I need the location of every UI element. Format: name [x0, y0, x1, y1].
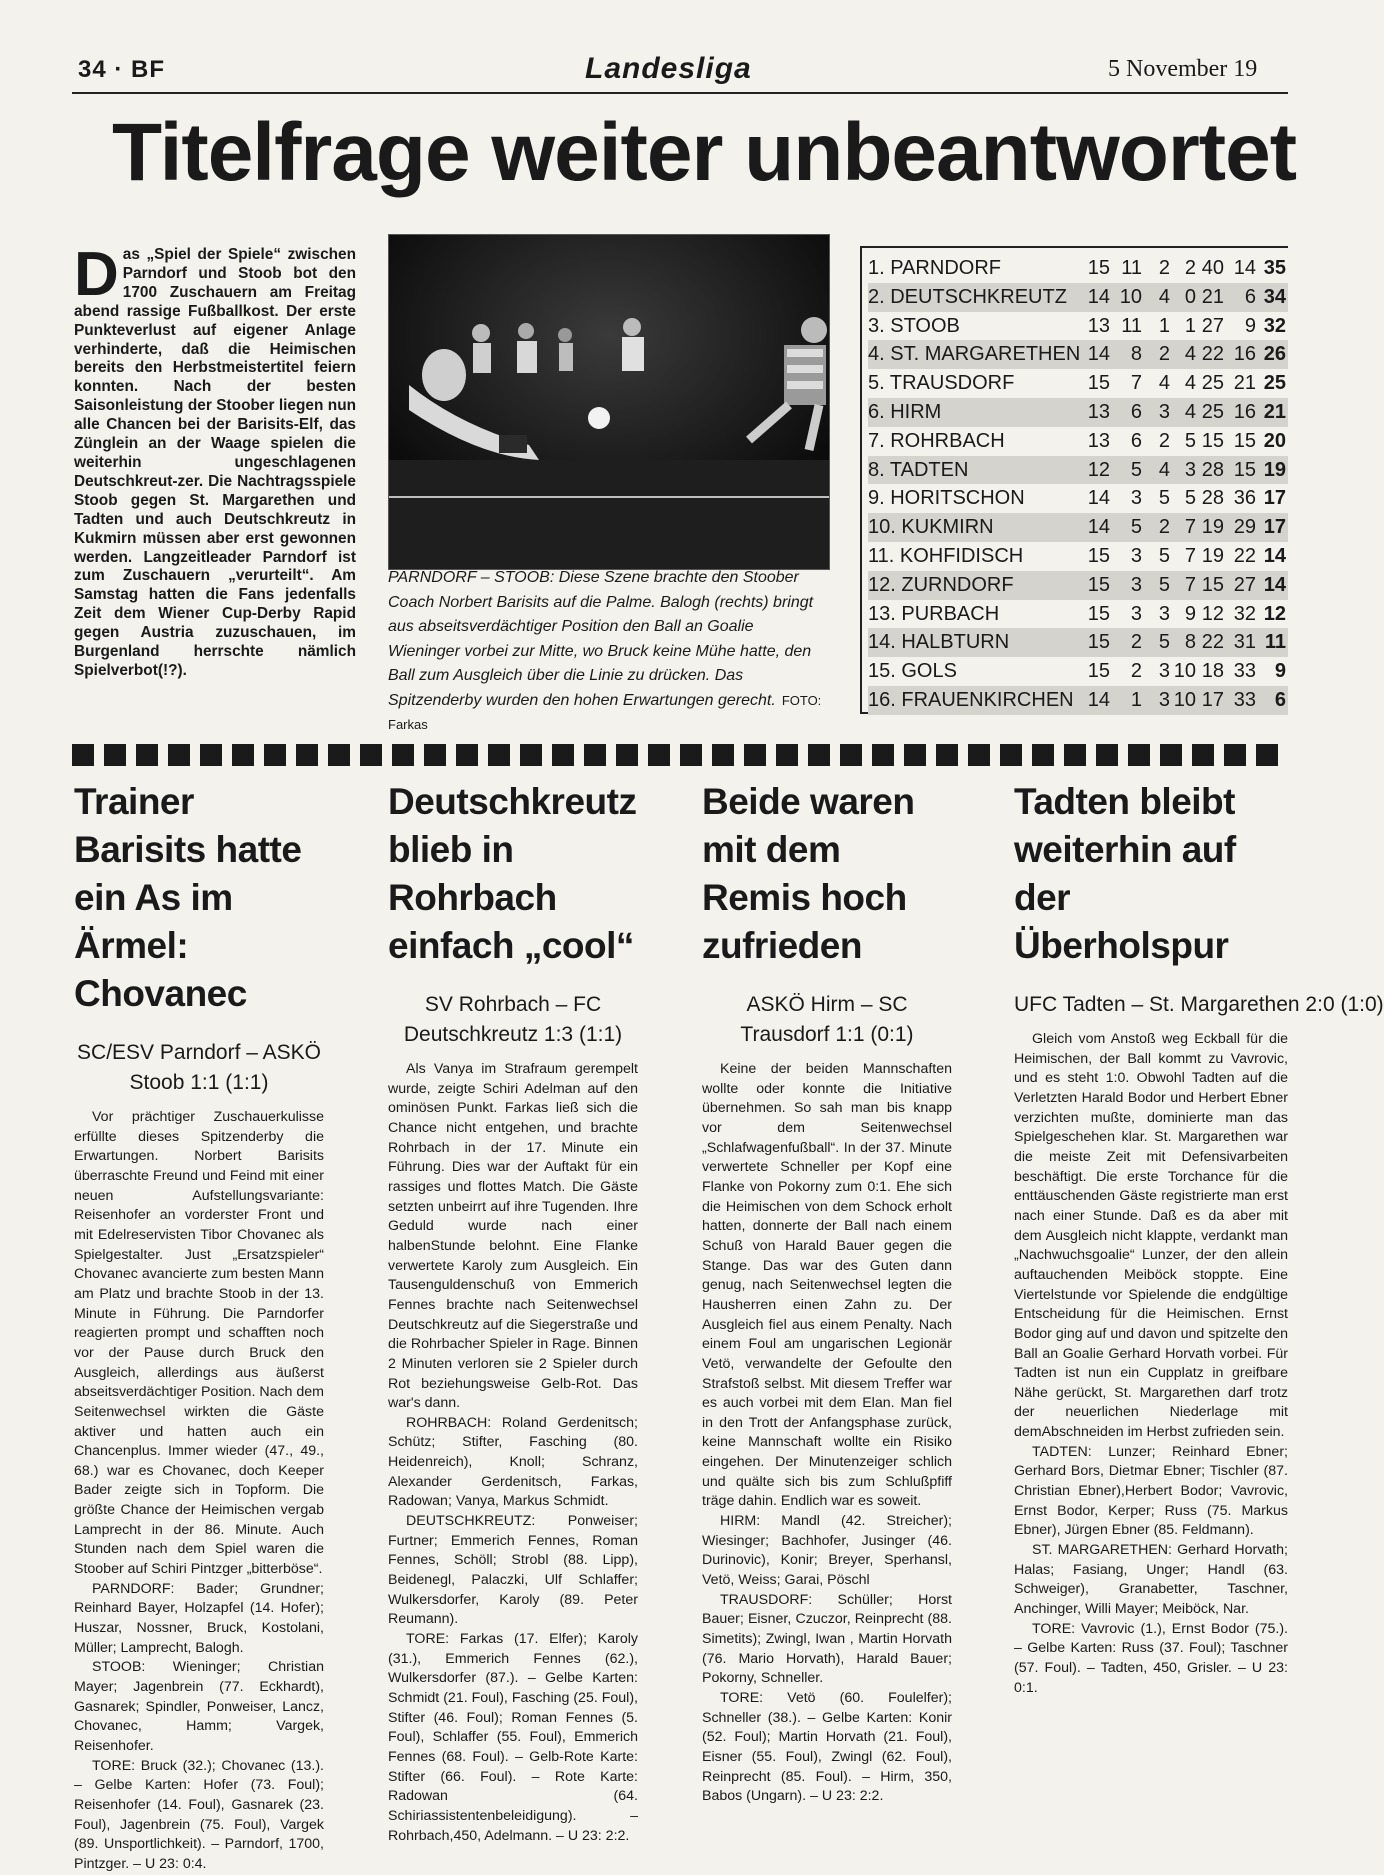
table-cell-d: 5 [1158, 573, 1170, 596]
table-cell-d: 1 [1158, 314, 1170, 337]
table-cell-ga: 21 [1233, 372, 1256, 395]
table-cell-p: 14 [1087, 285, 1110, 308]
article-headline: Beide waren mit dem Remis hoch zufrieden [702, 781, 915, 966]
lineup-home: TADTEN: Lunzer; Reinhard Ebner; Gerhard Bors, Dietmar Ebner; Tischler (87. Christian Ebner),Herbert Bodor; Vavrovic, Ernst Bodor, Kerper; Russ (75. Markus Ebner), Jürgen Ebner (85. Feldmann). [1014, 1443, 1288, 1539]
table-cell-l: 4 [1184, 372, 1196, 395]
table-cell-ga: 16 [1233, 401, 1256, 423]
article-hirm-trausdorf [702, 778, 952, 1807]
table-cell-team: 6. HIRM [868, 401, 942, 423]
divider-square [1064, 744, 1086, 766]
match-result: UFC Tadten – St. Margarethen 2:0 (1:0) [1014, 993, 1384, 1016]
divider-square [104, 744, 126, 766]
article-paragraph: Keine der beiden Mannschaften wollte oder konnte die Initiative übernehmen. So sah man bis knapp vor dem Seitenwechsel „Schlafwagenfußball“. In der 37. Minute verwertete Schneller per Kopf eine Flanke von Pokorny zum 0:1. Ehe sich die Heimischen von dem Schock erholt hatten, donnerte der Ball nach einem Schuß von Harald Bauer gegen die Stange. Das war des Guten dann genug, nach Seitenwechsel legten die Hausherren einen Zahn zu. Der Ausgleich fiel aus einem Penalty. Nach einem Foul am ungarischen Legionär Vetö, verwandelte der Gefoulte den Strafstoß selbst. Mit diesem Treffer war es auch vorbei mit dem Elan. Man fiel in den Trott der Anfangsphase zurück, keine Mannschaft wollte ein Risiko eingehen. Der Minutenzeiger schlich und quälte sich bis zum Schlußpfiff träge dahin. Endlich war es soweit. [702, 1061, 952, 1510]
table-row [868, 657, 1288, 686]
table-cell-gf: 22 [1201, 631, 1224, 654]
table-cell-p: 15 [1087, 602, 1110, 625]
photo-credit: FOTO: Farkas [388, 692, 822, 732]
goals-cards: TORE: Vetö (60. Foulelfer); Schneller (38.). – Gelbe Karten: Konir (52. Foul); Martin Horvath (21. Foul), Eisner (55. Foul), Zwingl (62. Foul), Reinprecht (85. Foul). – Hirm, 350, Babos (Ungarn). – U 23: 2:2. [702, 1690, 952, 1805]
table-cell-team: 11. KOHFIDISCH [868, 545, 1024, 567]
table-cell-pts: 12 [1263, 602, 1286, 625]
table-cell-p: 12 [1087, 458, 1110, 481]
table-cell-gf: 28 [1201, 487, 1224, 510]
table-cell-l: 7 [1184, 516, 1196, 539]
table-cell-d: 5 [1158, 631, 1170, 654]
divider-square [936, 744, 958, 766]
table-cell-d: 2 [1158, 257, 1170, 279]
table-cell-ga: 15 [1233, 429, 1256, 452]
divider-square [904, 744, 926, 766]
table-cell-ga: 32 [1233, 602, 1256, 625]
divider-square [584, 744, 606, 766]
table-cell-pts: 19 [1263, 458, 1286, 481]
table-row [868, 686, 1288, 715]
divider-square [456, 744, 478, 766]
table-cell-p: 15 [1087, 573, 1110, 596]
table-cell-ga: 27 [1233, 573, 1256, 596]
divider-square [1032, 744, 1054, 766]
table-cell-p: 13 [1087, 314, 1110, 337]
divider-square [296, 744, 318, 766]
divider-square [1160, 744, 1182, 766]
article-body [74, 1108, 324, 1875]
table-cell-team: 7. ROHRBACH [868, 429, 1005, 452]
table-cell-w: 11 [1121, 314, 1142, 337]
divider-square [1224, 744, 1246, 766]
divider-square [488, 744, 510, 766]
table-cell-team: 16. FRAUENKIRCHEN [868, 689, 1074, 711]
table-cell-pts: 26 [1263, 343, 1286, 366]
goals-cards: TORE: Farkas (17. Elfer); Karoly (31.), Emmerich Fennes (62.), Wulkersdorfer (87.). – Gelbe Karten: Schmidt (21. Foul), Fasching (25. Foul), Stifter (46. Foul); Roman Fennes (5. Foul), Schlaffer (55. Foul), Emmerich Fennes (68. Foul). – Gelb-Rote Karte: Stifter (66. Foul). – Rote Karte: Radowan (64. Schiriassistentenbeleidigung). – Rohrbach,450, Adelmann. – U 23: 2:2. [388, 1631, 638, 1844]
table-cell-w: 3 [1130, 602, 1142, 625]
table-cell-team: 2. DEUTSCHKREUTZ [868, 285, 1067, 308]
table-row [868, 571, 1288, 600]
table-cell-l: 7 [1184, 573, 1196, 596]
table-cell-gf: 21 [1201, 285, 1224, 308]
table-cell-l: 3 [1184, 458, 1196, 481]
divider-square [680, 744, 702, 766]
table-cell-gf: 15 [1201, 573, 1224, 596]
match-photo [388, 234, 830, 570]
table-cell-w: 11 [1121, 257, 1142, 279]
league-table [860, 246, 1288, 714]
table-cell-ga: 33 [1233, 660, 1256, 683]
divider-square [1192, 744, 1214, 766]
divider-square [520, 744, 542, 766]
table-cell-l: 7 [1184, 545, 1196, 567]
match-result: SC/ESV Parndorf – ASKÖ Stoob 1:1 (1:1) [77, 1041, 321, 1094]
article-rohrbach-deutschkreutz [388, 778, 638, 1846]
table-cell-pts: 34 [1263, 285, 1286, 308]
table-cell-gf: 17 [1201, 689, 1224, 711]
divider-square [968, 744, 990, 766]
divider-square [72, 744, 94, 766]
table-cell-ga: 31 [1233, 631, 1256, 654]
divider-square [1256, 744, 1278, 766]
lineup-away: STOOB: Wieninger; Christian Mayer; Jagenbrein (77. Eckhardt), Gasnarek; Spindler, Ponweiser, Lancz, Chovanec, Hamm; Vargek, Reisenhofer. [74, 1659, 324, 1754]
divider-square [776, 744, 798, 766]
table-cell-pts: 14 [1263, 573, 1286, 596]
table-cell-ga: 9 [1244, 314, 1256, 337]
table-cell-pts: 17 [1263, 516, 1286, 539]
table-row [868, 542, 1288, 571]
table-cell-d: 4 [1158, 372, 1170, 395]
table-row [868, 600, 1288, 629]
article-headline: Deutschkreutz blieb in Rohrbach einfach „cool“ [388, 781, 637, 966]
table-cell-d: 3 [1158, 689, 1170, 711]
table-cell-team: 9. HORITSCHON [868, 487, 1025, 510]
divider-square [840, 744, 862, 766]
table-cell-ga: 16 [1233, 343, 1256, 366]
divider-square [1000, 744, 1022, 766]
table-cell-gf: 18 [1201, 660, 1224, 683]
table-cell-w: 10 [1119, 285, 1142, 308]
table-cell-p: 14 [1087, 516, 1110, 539]
divider-square [808, 744, 830, 766]
table-cell-ga: 14 [1233, 257, 1256, 279]
table-row [868, 369, 1288, 398]
table-row [868, 312, 1288, 341]
lineup-home: ROHRBACH: Roland Gerdenitsch; Schütz; Stifter, Fasching (80. Heidenreich), Knoll; Schranz, Alexander Gerdenitsch, Farkas, Radowan; Vanya, Markus Schmidt. [388, 1414, 638, 1510]
table-cell-gf: 22 [1201, 343, 1224, 366]
match-result: SV Rohrbach – FC Deutschkreutz 1:3 (1:1) [403, 993, 623, 1046]
table-cell-p: 15 [1087, 257, 1110, 279]
table-row [868, 628, 1288, 657]
table-cell-w: 3 [1130, 487, 1142, 510]
section-title: Landesliga [585, 52, 752, 85]
lineup-away: TRAUSDORF: Schüller; Horst Bauer; Eisner, Czuczor, Reinprecht (88. Simetits); Zwingl, Iwan , Martin Horvath (76. Mario Horvath), Harald Bauer; Pokorny, Schneller. [702, 1591, 952, 1687]
divider-square [136, 744, 158, 766]
divider-square [264, 744, 286, 766]
table-row [868, 513, 1288, 542]
table-cell-gf: 25 [1201, 401, 1224, 423]
football-scene-image [389, 235, 829, 569]
table-cell-gf: 19 [1201, 516, 1224, 539]
page-number: 34 · BF [78, 56, 166, 83]
table-cell-p: 14 [1087, 343, 1110, 366]
table-cell-d: 2 [1158, 516, 1170, 539]
table-cell-team: 10. KUKMIRN [868, 516, 994, 539]
divider-square [744, 744, 766, 766]
article-parndorf-stoob [74, 778, 324, 1875]
table-cell-l: 10 [1173, 660, 1196, 683]
lineup-home: PARNDORF: Bader; Grundner; Reinhard Bayer, Holzapfel (14. Hofer); Huszar, Nossner, Bruck, Kostolani, Müller; Lamprecht, Balogh. [74, 1580, 324, 1656]
divider-square [392, 744, 414, 766]
divider-square [1096, 744, 1118, 766]
table-cell-gf: 28 [1201, 458, 1224, 481]
drop-cap: D [74, 240, 119, 309]
main-headline: Titelfrage weiter unbeantwortet [112, 107, 1297, 198]
table-row [868, 283, 1288, 312]
divider-square [552, 744, 574, 766]
lead-article [74, 240, 356, 681]
table-cell-gf: 40 [1201, 257, 1224, 279]
table-cell-p: 14 [1087, 487, 1110, 510]
article-body [1014, 1030, 1288, 1698]
divider-square [712, 744, 734, 766]
table-cell-team: 15. GOLS [868, 660, 957, 683]
table-cell-p: 14 [1087, 689, 1110, 711]
table-cell-p: 15 [1087, 631, 1110, 654]
divider-square [200, 744, 222, 766]
match-result: ASKÖ Hirm – SC Trausdorf 1:1 (0:1) [740, 993, 914, 1046]
table-cell-l: 5 [1184, 429, 1196, 452]
table-cell-pts: 11 [1264, 631, 1286, 654]
table-cell-team: 1. PARNDORF [868, 257, 1001, 279]
section-divider [72, 744, 1288, 766]
caption-text: PARNDORF – STOOB: Diese Szene brachte den Stoober Coach Norbert Barisits auf die Palme. Balogh (rechts) bringt aus abseitsverdächtiger Position den Ball an Goalie Wieninger vorbei zur Mitte, wo Bruck keine Mühe hatte, den Ball zum Ausgleich über die Linie zu drücken. Das Spitzenderby wurden den hohen Erwartungen gerecht. [388, 569, 814, 709]
lead-text: as „Spiel der Spiele“ zwischen Parndorf und Stoob bot den 1700 Zuschauern am Freitag abend rassige Fußballkost. Der erste Punkteverlust auf eigener Anlage verhinderte, daß die Heimischen bereits den Herbstmeistertitel feiern konnten. Nach der besten Saisonleistung der Stoober liegen nun alle Chancen bei der Barisits-Elf, das Zünglein an der Waage spielen die weiterhin ungeschlagenen Deutschkreut-zer. Die Nachtragsspiele Stoob gegen St. Margarethen und Tadten und auch Deutschkreutz in Kukmirn müssen aber erst gewonnen werden. Langzeitleader Parndorf ist zum Zuschauern „verurteilt“. Am Samstag hatten die Fans jedenfalls Zeit dem Wiener Cup-Derby Rapid gegen Austria zuzuschauen, im Burgenland herrschte nämlich Spielverbot(!?). [74, 246, 356, 679]
article-paragraph: Als Vanya im Strafraum gerempelt wurde, zeigte Schiri Adelman auf den ominösen Punkt. Farkas ließ sich die Chance nicht entgehen, und brachte Rohrbach in der 17. Minute ein Führung. Dies war der Auftakt für ein rassiges und flottes Match. Die Gäste setzten unbeirrt auf ihre Tugenden. Ihre Geduld wurde nach einer halbenStunde belohnt. Eine Flanke verwertete Karoly zum Ausgleich. Ein Tausenguldenschuß von Emmerich Fennes brachte nach Seitenwechsel Deutschkreutz auf die Siegerstraße und die Rohrbacher Spieler in Rage. Binnen 2 Minuten verloren sie 2 Spieler durch Rot beziehungsweise Gelb-Rot. Das war's dann. [388, 1061, 639, 1412]
table-cell-d: 3 [1158, 660, 1170, 683]
table-cell-l: 9 [1184, 602, 1196, 625]
table-cell-gf: 19 [1201, 545, 1224, 567]
table-row [868, 254, 1288, 283]
divider-square [360, 744, 382, 766]
table-cell-team: 3. STOOB [868, 314, 960, 337]
table-cell-l: 5 [1184, 487, 1196, 510]
divider-square [232, 744, 254, 766]
table-cell-team: 12. ZURNDORF [868, 573, 1014, 596]
table-cell-w: 7 [1130, 372, 1142, 395]
table-cell-w: 6 [1130, 401, 1142, 423]
table-cell-pts: 17 [1263, 487, 1286, 510]
table-cell-d: 3 [1158, 401, 1170, 423]
table-cell-gf: 15 [1201, 429, 1224, 452]
table-cell-l: 1 [1184, 314, 1196, 337]
photo-caption [388, 566, 828, 738]
table-cell-pts: 6 [1274, 689, 1286, 711]
table-cell-pts: 21 [1263, 401, 1286, 423]
table-cell-w: 1 [1130, 689, 1142, 711]
table-cell-p: 15 [1087, 545, 1110, 567]
table-cell-w: 5 [1130, 458, 1142, 481]
table-cell-l: 4 [1184, 401, 1196, 423]
issue-date: 5 November 19 [1108, 56, 1258, 82]
article-body [388, 1060, 638, 1846]
table-row [868, 484, 1288, 513]
table-cell-pts: 20 [1263, 429, 1286, 452]
table-cell-d: 2 [1158, 429, 1170, 452]
divider-square [648, 744, 670, 766]
table-cell-l: 2 [1184, 257, 1196, 279]
goals-cards: TORE: Bruck (32.); Chovanec (13.). – Gelbe Karten: Hofer (73. Foul); Reisenhofer (14. Foul), Gasnarek (23. Foul), Jagenbrein (75. Foul), Vargek (89. Unsportlichkeit). – Parndorf, 1700, Pintzger. – U 23: 0:4. [74, 1757, 324, 1872]
table-cell-team: 13. PURBACH [868, 602, 1000, 625]
table-cell-team: 8. TADTEN [868, 458, 969, 481]
table-cell-team: 14. HALBTURN [868, 631, 1010, 654]
divider-square [1128, 744, 1150, 766]
header-rule [72, 92, 1288, 94]
table-cell-ga: 22 [1233, 545, 1256, 567]
table-cell-l: 8 [1184, 631, 1196, 654]
article-headline: Tadten bleibt weiterhin auf der Überholspur [1014, 781, 1236, 966]
table-row [868, 398, 1288, 427]
divider-square [328, 744, 350, 766]
table-cell-w: 6 [1130, 429, 1142, 452]
table-cell-p: 15 [1087, 372, 1110, 395]
goals-cards: TORE: Vavrovic (1.), Ernst Bodor (75.). – Gelbe Karten: Russ (37. Foul); Taschner (57. Foul). – Tadten, 450, Grisler. – U 23: 0:1. [1014, 1620, 1288, 1696]
divider-square [616, 744, 638, 766]
table-cell-gf: 27 [1201, 314, 1224, 337]
table-cell-d: 4 [1158, 285, 1170, 308]
table-cell-ga: 6 [1244, 285, 1256, 308]
table-cell-gf: 25 [1201, 372, 1224, 395]
table-cell-pts: 35 [1263, 257, 1286, 279]
table-cell-p: 13 [1087, 429, 1110, 452]
table-cell-ga: 29 [1233, 516, 1256, 539]
lineup-away: DEUTSCHKREUTZ: Ponweiser; Furtner; Emmerich Fennes, Roman Fennes, Schöll; Strobl (88. Lipp), Beidenegl, Palaczki, Ulf Schlaffer; Wulkersdorfer, Karoly (89. Peter Reumann). [388, 1513, 638, 1628]
table-cell-w: 2 [1130, 660, 1142, 683]
article-body [702, 1060, 952, 1807]
table-cell-w: 3 [1130, 573, 1142, 596]
table-cell-pts: 32 [1263, 314, 1286, 337]
divider-square [872, 744, 894, 766]
table-cell-d: 5 [1158, 545, 1170, 567]
article-paragraph: Vor prächtiger Zuschauerkulisse erfüllte dieses Spitzenderby die Erwartungen. Norbert Barisits überraschte Freund und Feind mit einer neuen Aufstellungsvariante: Reisenhofer an vorderster Front und mit Edelreservisten Tibor Chovanec als Spielgestalter. Just „Ersatzspieler“ Chovanec avancierte zum besten Mann am Platz und brachte Stoob in der 13. Minute in Führung. Die Parndorfer reagierten prompt und schafften noch vor der Pause durch Bruck den Ausgleich, allerdings aus äußerst abseitsverdächtiger Position. Nach dem Seitenwechsel wirkten die Gäste aktiver und hatten auch ein Chancenplus. Immer wieder (47., 49., 68.) war es Chovanec, doch Keeper Bader zeigte sich in Topform. Die größte Chance der Heimischen vergab Lamprecht in der 86. Minute. Auch Stunden nach dem Spiel waren die Stoober auf Schiri Pintzger „bitterböse“. [74, 1109, 324, 1578]
table-cell-l: 0 [1184, 285, 1196, 308]
table-cell-d: 3 [1158, 602, 1170, 625]
lineup-home: HIRM: Mandl (42. Streicher); Wiesinger; Bachhofer, Jusinger (46. Durinovic), Konir; Breyer, Sperhansl, Vetö, Weiss; Garai, Pöschl [702, 1513, 952, 1589]
table-cell-l: 10 [1173, 689, 1196, 711]
table-cell-ga: 36 [1233, 487, 1256, 510]
table-cell-p: 13 [1087, 401, 1110, 423]
divider-square [168, 744, 190, 766]
table-cell-ga: 15 [1233, 458, 1256, 481]
table-cell-pts: 9 [1274, 660, 1286, 683]
table-row [868, 340, 1288, 369]
table-cell-p: 15 [1087, 660, 1110, 683]
table-row [868, 456, 1288, 485]
table-cell-d: 4 [1158, 458, 1170, 481]
table-cell-w: 8 [1130, 343, 1142, 366]
divider-square [424, 744, 446, 766]
table-cell-d: 2 [1158, 343, 1170, 366]
table-cell-l: 4 [1184, 343, 1196, 366]
table-cell-team: 5. TRAUSDORF [868, 372, 1015, 395]
article-headline: Trainer Barisits hatte ein As im Ärmel: Chovanec [74, 781, 302, 1014]
table-cell-ga: 33 [1233, 689, 1256, 711]
table-cell-w: 5 [1130, 516, 1142, 539]
table-row [868, 427, 1288, 456]
table-cell-w: 3 [1130, 545, 1142, 567]
table-cell-w: 2 [1130, 631, 1142, 654]
table-cell-d: 5 [1158, 487, 1170, 510]
table-cell-gf: 12 [1201, 602, 1224, 625]
table-cell-pts: 14 [1263, 545, 1286, 567]
table-cell-pts: 25 [1263, 372, 1286, 395]
article-paragraph: Gleich vom Anstoß weg Eckball für die Heimischen, der Ball kommt zu Vavrovic, und es steht 1:0. Obwohl Tadten auf die Verletzten Harald Bodor und Herbert Ebner verzichten mußte, dominierte man das Spielgeschehen klar. St. Margarethen war die meiste Zeit mit Defensivarbeiten beschäftigt. Die erste Torchance für die enttäuschenden Gäste registrierte man erst nach einer Stunde. Daß es da aber mit dem Ausgleich nicht klappte, verdankt man „Nachwuchsgoalie“ Lunzer, der den allein auftauchenden Meiböck stoppte. Eine Viertelstunde vor Spielende die endgültige Entscheidung für die Heimischen. Ernst Bodor ging auf und davon und spitzelte den Ball an Goalie Gerhard Horvath vorbei. Für Tadten ist nun ein Cupplatz in greifbare Nähe gerückt, St. Margarethen darf trotz der neuerlichen Niederlage mit demAbschneiden im Herbst zufrieden sein. [1014, 1031, 1288, 1441]
table-cell-team: 4. ST. MARGARETHEN [868, 343, 1081, 366]
lineup-away: ST. MARGARETHEN: Gerhard Horvath; Halas; Fasiang, Unger; Handl (63. Schweiger), Granabetter, Taschner, Anchinger, Willi Mayer; Meiböck, Nar. [1014, 1542, 1288, 1618]
article-tadten-stmargarethen [1014, 778, 1384, 1698]
